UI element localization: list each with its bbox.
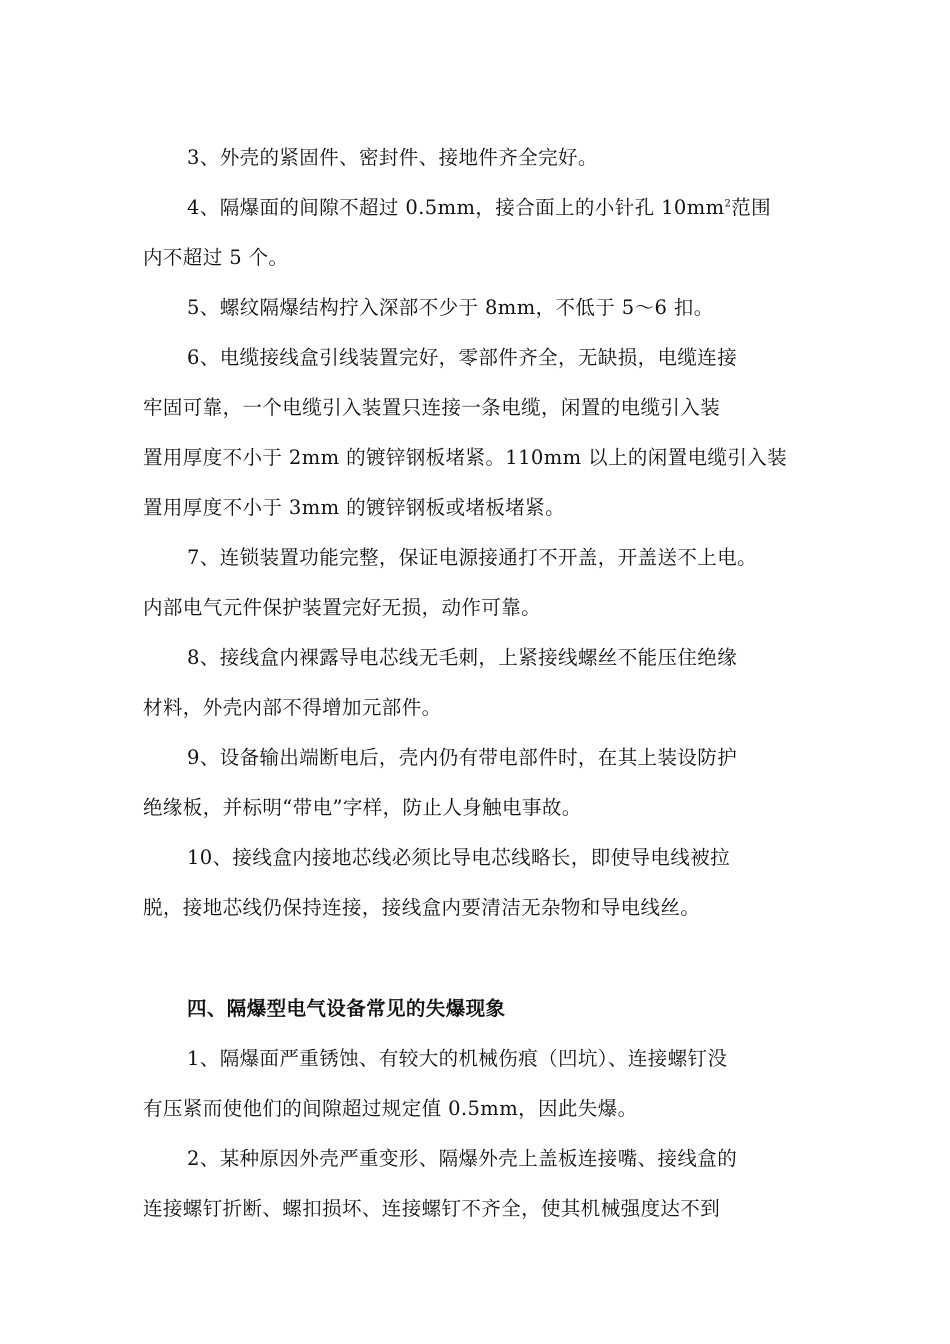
clause-7 bbox=[143, 533, 819, 633]
text-line: 脱，接地芯线仍保持连接，接线盒内要清洁无杂物和导电线丝。 bbox=[143, 896, 701, 919]
clause-6 bbox=[143, 333, 819, 533]
text-line: 牢固可靠，一个电缆引入装置只连接一条电缆，闲置的电缆引入装 bbox=[143, 396, 721, 419]
text-line: 置用厚度不小于 3mm 的镀锌钢板或堵板堵紧。 bbox=[143, 496, 565, 519]
text-line: 绝缘板，并标明“带电”字样，防止人身触电事故。 bbox=[143, 796, 582, 819]
failure-1 bbox=[143, 1034, 819, 1134]
text-line: 置用厚度不小于 2mm 的镀锌钢板堵紧。110mm 以上的闲置电缆引入装 bbox=[143, 446, 788, 469]
text-line: 6、电缆接线盒引线装置完好，零部件齐全，无缺损，电缆连接 bbox=[187, 346, 738, 369]
document-body bbox=[143, 133, 819, 1234]
clause-4 bbox=[143, 183, 819, 283]
text-line: 2、某种原因外壳严重变形、隔爆外壳上盖板连接嘴、接线盒的 bbox=[187, 1147, 738, 1170]
text-line: 9、设备输出端断电后，壳内仍有带电部件时，在其上装设防护 bbox=[187, 746, 738, 769]
text-line: 1、隔爆面严重锈蚀、有较大的机械伤痕（凹坑）、连接螺钉没 bbox=[187, 1047, 728, 1070]
failure-2 bbox=[143, 1134, 819, 1234]
text-line: 内不超过 5 个。 bbox=[143, 246, 289, 269]
text-line: 有压紧而使他们的间隙超过规定值 0.5mm，因此失爆。 bbox=[143, 1097, 638, 1120]
clause-9 bbox=[143, 733, 819, 833]
text-line: 5、螺纹隔爆结构拧入深部不少于 8mm，不低于 5～6 扣。 bbox=[187, 296, 714, 319]
text-line: 材料，外壳内部不得增加元部件。 bbox=[143, 696, 442, 719]
clause-5 bbox=[143, 283, 819, 333]
clause-8 bbox=[143, 633, 819, 733]
text-line: 8、接线盒内裸露导电芯线无毛刺，上紧接线螺丝不能压住绝缘 bbox=[187, 646, 738, 669]
section-heading: 四、隔爆型电气设备常见的失爆现象 bbox=[187, 997, 506, 1020]
text-line: 连接螺钉折断、螺扣损坏、连接螺钉不齐全，使其机械强度达不到 bbox=[143, 1197, 721, 1220]
clause-10 bbox=[143, 833, 819, 933]
text-line: 内部电气元件保护装置完好无损，动作可靠。 bbox=[143, 596, 542, 619]
text-line: 7、连锁装置功能完整，保证电源接通打不开盖，开盖送不上电。 bbox=[187, 546, 758, 569]
clause-3 bbox=[143, 133, 819, 183]
text-line: 3、外壳的紧固件、密封件、接地件齐全完好。 bbox=[187, 146, 598, 169]
text-line: 4、隔爆面的间隙不超过 0.5mm，接合面上的小针孔 $10mm^2$范围 bbox=[187, 196, 772, 219]
text-line: 10、接线盒内接地芯线必须比导电芯线略长，即使导电线被拉 bbox=[187, 846, 731, 869]
